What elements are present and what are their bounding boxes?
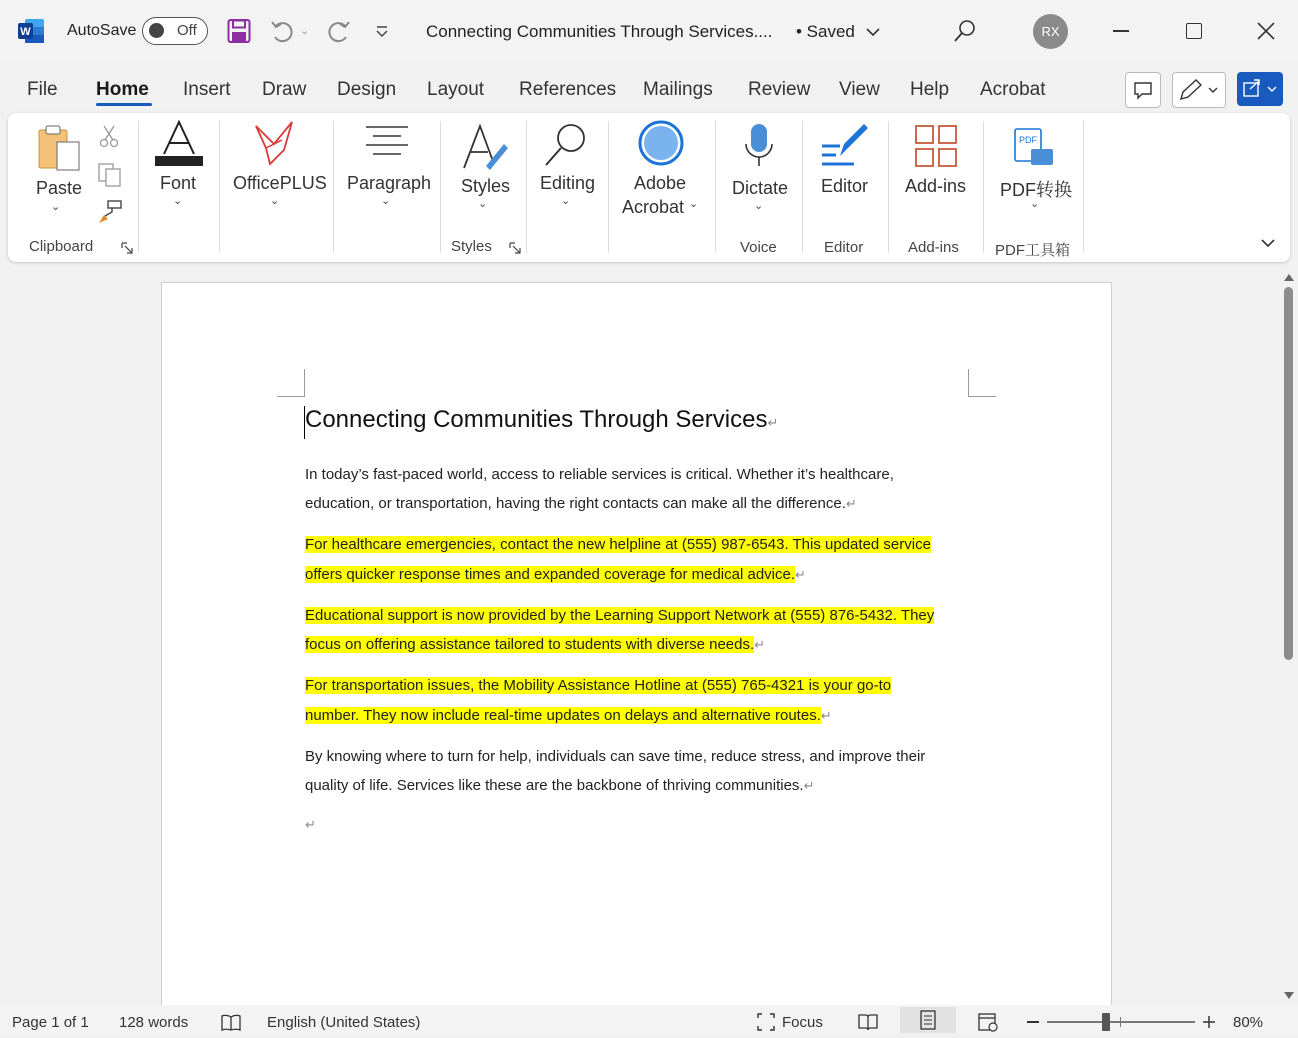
paragraph-5-line-2[interactable] (305, 771, 815, 801)
paragraph-mark: ↵ (754, 637, 766, 652)
undo-icon[interactable] (269, 18, 295, 44)
dictate-button[interactable]: Dictate (732, 178, 789, 198)
pdf-convert-dropdown-icon[interactable]: ⌄ (1030, 198, 1040, 210)
redo-icon[interactable] (326, 18, 352, 44)
ribbon-separator (715, 121, 716, 253)
paragraph-button[interactable]: Paragraph (347, 173, 432, 193)
copy-icon[interactable] (97, 162, 123, 188)
tab-acrobat[interactable]: Acrobat (980, 79, 1046, 100)
highlighted-text: number. They now include real-time updates on delays and alternative routes. (305, 707, 821, 724)
language-status[interactable]: English (United States) (267, 1014, 421, 1031)
styles-dropdown-icon[interactable]: ⌄ (478, 198, 488, 210)
editing-button[interactable]: Editing (540, 173, 596, 193)
maximize-icon[interactable] (1186, 23, 1202, 39)
comment-icon (1135, 83, 1151, 98)
document-title[interactable]: Connecting Communities Through Services.... (426, 22, 773, 41)
group-label-editor: Editor (824, 239, 864, 256)
tab-insert[interactable]: Insert (183, 79, 231, 100)
paragraph-1-line-2-text: education, or transportation, having the right contacts can make all the difference. (305, 495, 846, 512)
paragraph-mark: ↵ (845, 496, 857, 511)
paragraph-5-line-1[interactable]: By knowing where to turn for help, individuals can save time, reduce stress, and improve their (305, 748, 926, 765)
editing-dropdown-icon[interactable]: ⌄ (561, 195, 571, 207)
dictate-dropdown-icon[interactable]: ⌄ (754, 200, 764, 212)
font-button[interactable]: Font (160, 173, 197, 193)
zoom-out-icon[interactable] (1027, 1021, 1039, 1023)
pdf-convert-icon[interactable] (1013, 127, 1055, 167)
editor-icon[interactable] (820, 122, 870, 170)
paste-icon[interactable] (37, 124, 83, 174)
undo-dropdown-icon[interactable]: ⌄ (300, 25, 310, 37)
paragraph-2-line-1[interactable] (305, 530, 931, 560)
styles-button[interactable]: Styles (461, 176, 511, 196)
document-heading[interactable] (305, 406, 778, 434)
group-label-pdf: PDF工具箱 (995, 242, 1071, 259)
group-label-voice: Voice (740, 239, 777, 256)
ribbon-separator (138, 121, 139, 253)
microphone-icon[interactable] (743, 122, 775, 170)
addins-button[interactable]: Add-ins (905, 176, 967, 196)
user-avatar[interactable]: RX (1033, 14, 1068, 49)
editor-button[interactable]: Editor (821, 176, 869, 196)
focus-button[interactable]: Focus (782, 1014, 823, 1031)
svg-text:W: W (20, 26, 31, 38)
active-tab-indicator (96, 103, 152, 106)
group-label-styles: Styles (451, 238, 492, 255)
pdf-convert-button[interactable]: PDF转换 (1000, 180, 1072, 200)
ribbon-separator (608, 121, 609, 253)
paragraph-4-line-1[interactable] (305, 671, 891, 701)
share-button[interactable] (1237, 72, 1283, 106)
paragraph-2-line-2[interactable] (305, 560, 806, 590)
word-count[interactable]: 128 words (119, 1014, 189, 1031)
comments-button[interactable] (1125, 72, 1161, 108)
paragraph-1-line-2[interactable] (305, 489, 857, 519)
editing-search-icon[interactable] (543, 122, 589, 168)
read-mode-icon[interactable] (857, 1013, 879, 1031)
styles-launcher-icon[interactable] (509, 241, 521, 253)
tab-layout[interactable]: Layout (427, 79, 485, 100)
paragraph-mark: ↵ (803, 778, 815, 793)
styles-icon[interactable] (460, 124, 510, 172)
format-painter-icon[interactable] (97, 199, 123, 225)
highlighted-text: For transportation issues, the Mobility Assistance Hotline at (555) 765-4321 is your go-to (305, 677, 892, 694)
paragraph-4-line-2[interactable] (305, 701, 832, 731)
tab-mailings[interactable]: Mailings (643, 79, 713, 100)
print-layout-button[interactable] (900, 1007, 956, 1033)
paragraph-mark: ↵ (795, 567, 806, 582)
ribbon-separator (333, 121, 334, 253)
ribbon-separator (983, 121, 984, 253)
customize-toolbar-icon[interactable] (374, 24, 390, 40)
paragraph-mark: ↵ (820, 708, 832, 723)
tab-home[interactable]: Home (96, 79, 149, 100)
margin-corner-top-right (968, 369, 996, 397)
proofing-book-icon[interactable] (220, 1013, 242, 1031)
clipboard-launcher-icon[interactable] (121, 241, 133, 253)
ribbon-separator (802, 121, 803, 253)
adobe-acrobat-label-1[interactable]: Adobe (634, 173, 687, 193)
heading-text: Connecting Communities Through Services (305, 406, 768, 433)
ribbon-separator (1083, 121, 1084, 253)
paragraph-3-line-1[interactable] (305, 601, 934, 631)
group-label-addins: Add-ins (908, 239, 959, 256)
tab-file[interactable]: File (27, 79, 58, 100)
scroll-down-icon[interactable] (1283, 988, 1295, 998)
saved-status[interactable]: • Saved (796, 22, 855, 41)
tab-design[interactable]: Design (337, 79, 397, 100)
tab-draw[interactable]: Draw (262, 79, 307, 100)
officeplus-dropdown-icon[interactable]: ⌄ (270, 195, 280, 207)
editing-mode-button[interactable] (1172, 72, 1226, 108)
zoom-level[interactable]: 80% (1233, 1014, 1264, 1031)
word-logo-icon (18, 18, 45, 44)
group-label-clipboard: Clipboard (29, 238, 94, 255)
save-icon[interactable] (227, 18, 251, 44)
highlighted-text: Educational support is now provided by the Learning Support Network at (555) 876-5432. They (305, 607, 935, 624)
adobe-acrobat-icon[interactable] (638, 120, 684, 166)
officeplus-icon[interactable] (252, 120, 298, 166)
autosave-toggle[interactable] (142, 17, 208, 45)
autosave-state: Off (177, 22, 197, 39)
adobe-acrobat-dropdown-icon[interactable]: ⌄ (689, 198, 699, 210)
ribbon-separator (219, 121, 220, 253)
tab-references[interactable]: References (519, 79, 617, 100)
focus-icon[interactable] (756, 1012, 776, 1032)
margin-corner-top-left (277, 369, 305, 397)
vertical-scrollbar-thumb[interactable] (1284, 287, 1293, 660)
paragraph-1-line-1[interactable]: In today’s fast-paced world, access to reliable services is critical. Whether it’s healthcare, (305, 466, 894, 483)
pen-icon (1181, 80, 1201, 99)
scroll-up-icon[interactable] (1283, 269, 1295, 279)
ribbon-collapse-icon[interactable] (1260, 236, 1276, 248)
autosave-label: AutoSave (67, 22, 137, 39)
highlighted-text: offers quicker response times and expanded coverage for medical advice. (305, 566, 795, 583)
tab-review[interactable]: Review (748, 79, 811, 100)
toggle-knob (149, 23, 164, 38)
paragraph-icon[interactable] (364, 124, 410, 160)
zoom-slider-center-tick (1120, 1017, 1121, 1027)
highlighted-text: For healthcare emergencies, contact the new helpline at (555) 987-6543. This updated service (305, 536, 931, 553)
officeplus-button[interactable]: OfficePLUS (233, 173, 327, 193)
minimize-icon[interactable] (1113, 30, 1129, 32)
page-count[interactable]: Page 1 of 1 (12, 1014, 89, 1031)
close-icon[interactable] (1256, 21, 1276, 41)
ribbon-separator (526, 121, 527, 253)
saved-dropdown-icon[interactable] (865, 25, 881, 37)
paragraph-mark: ↵ (767, 415, 779, 430)
svg-text:PDF: PDF (1019, 135, 1037, 145)
tab-view[interactable]: View (839, 79, 880, 100)
zoom-slider-thumb[interactable] (1102, 1013, 1110, 1031)
highlighted-text: focus on offering assistance tailored to students with diverse needs. (305, 636, 755, 653)
web-layout-icon[interactable] (977, 1012, 999, 1032)
empty-paragraph-mark[interactable]: ↵ (305, 817, 316, 832)
paste-button[interactable]: Paste (36, 178, 83, 198)
ribbon-separator (440, 121, 441, 253)
paragraph-5-line-2-text: quality of life. Services like these are the backbone of thriving communities. (305, 777, 804, 794)
paragraph-3-line-2[interactable] (305, 630, 765, 660)
paste-dropdown-icon[interactable]: ⌄ (51, 201, 61, 213)
paragraph-dropdown-icon[interactable]: ⌄ (381, 195, 391, 207)
search-icon[interactable] (953, 19, 977, 43)
cut-icon[interactable] (98, 124, 120, 148)
font-dropdown-icon[interactable]: ⌄ (173, 195, 183, 207)
adobe-acrobat-label-2[interactable]: Acrobat (622, 197, 685, 217)
tab-help[interactable]: Help (910, 79, 950, 100)
font-icon[interactable] (154, 120, 204, 168)
ribbon-separator (888, 121, 889, 253)
addins-icon[interactable] (914, 124, 958, 168)
zoom-in-icon[interactable] (1202, 1015, 1216, 1029)
zoom-slider[interactable] (1047, 1021, 1195, 1023)
